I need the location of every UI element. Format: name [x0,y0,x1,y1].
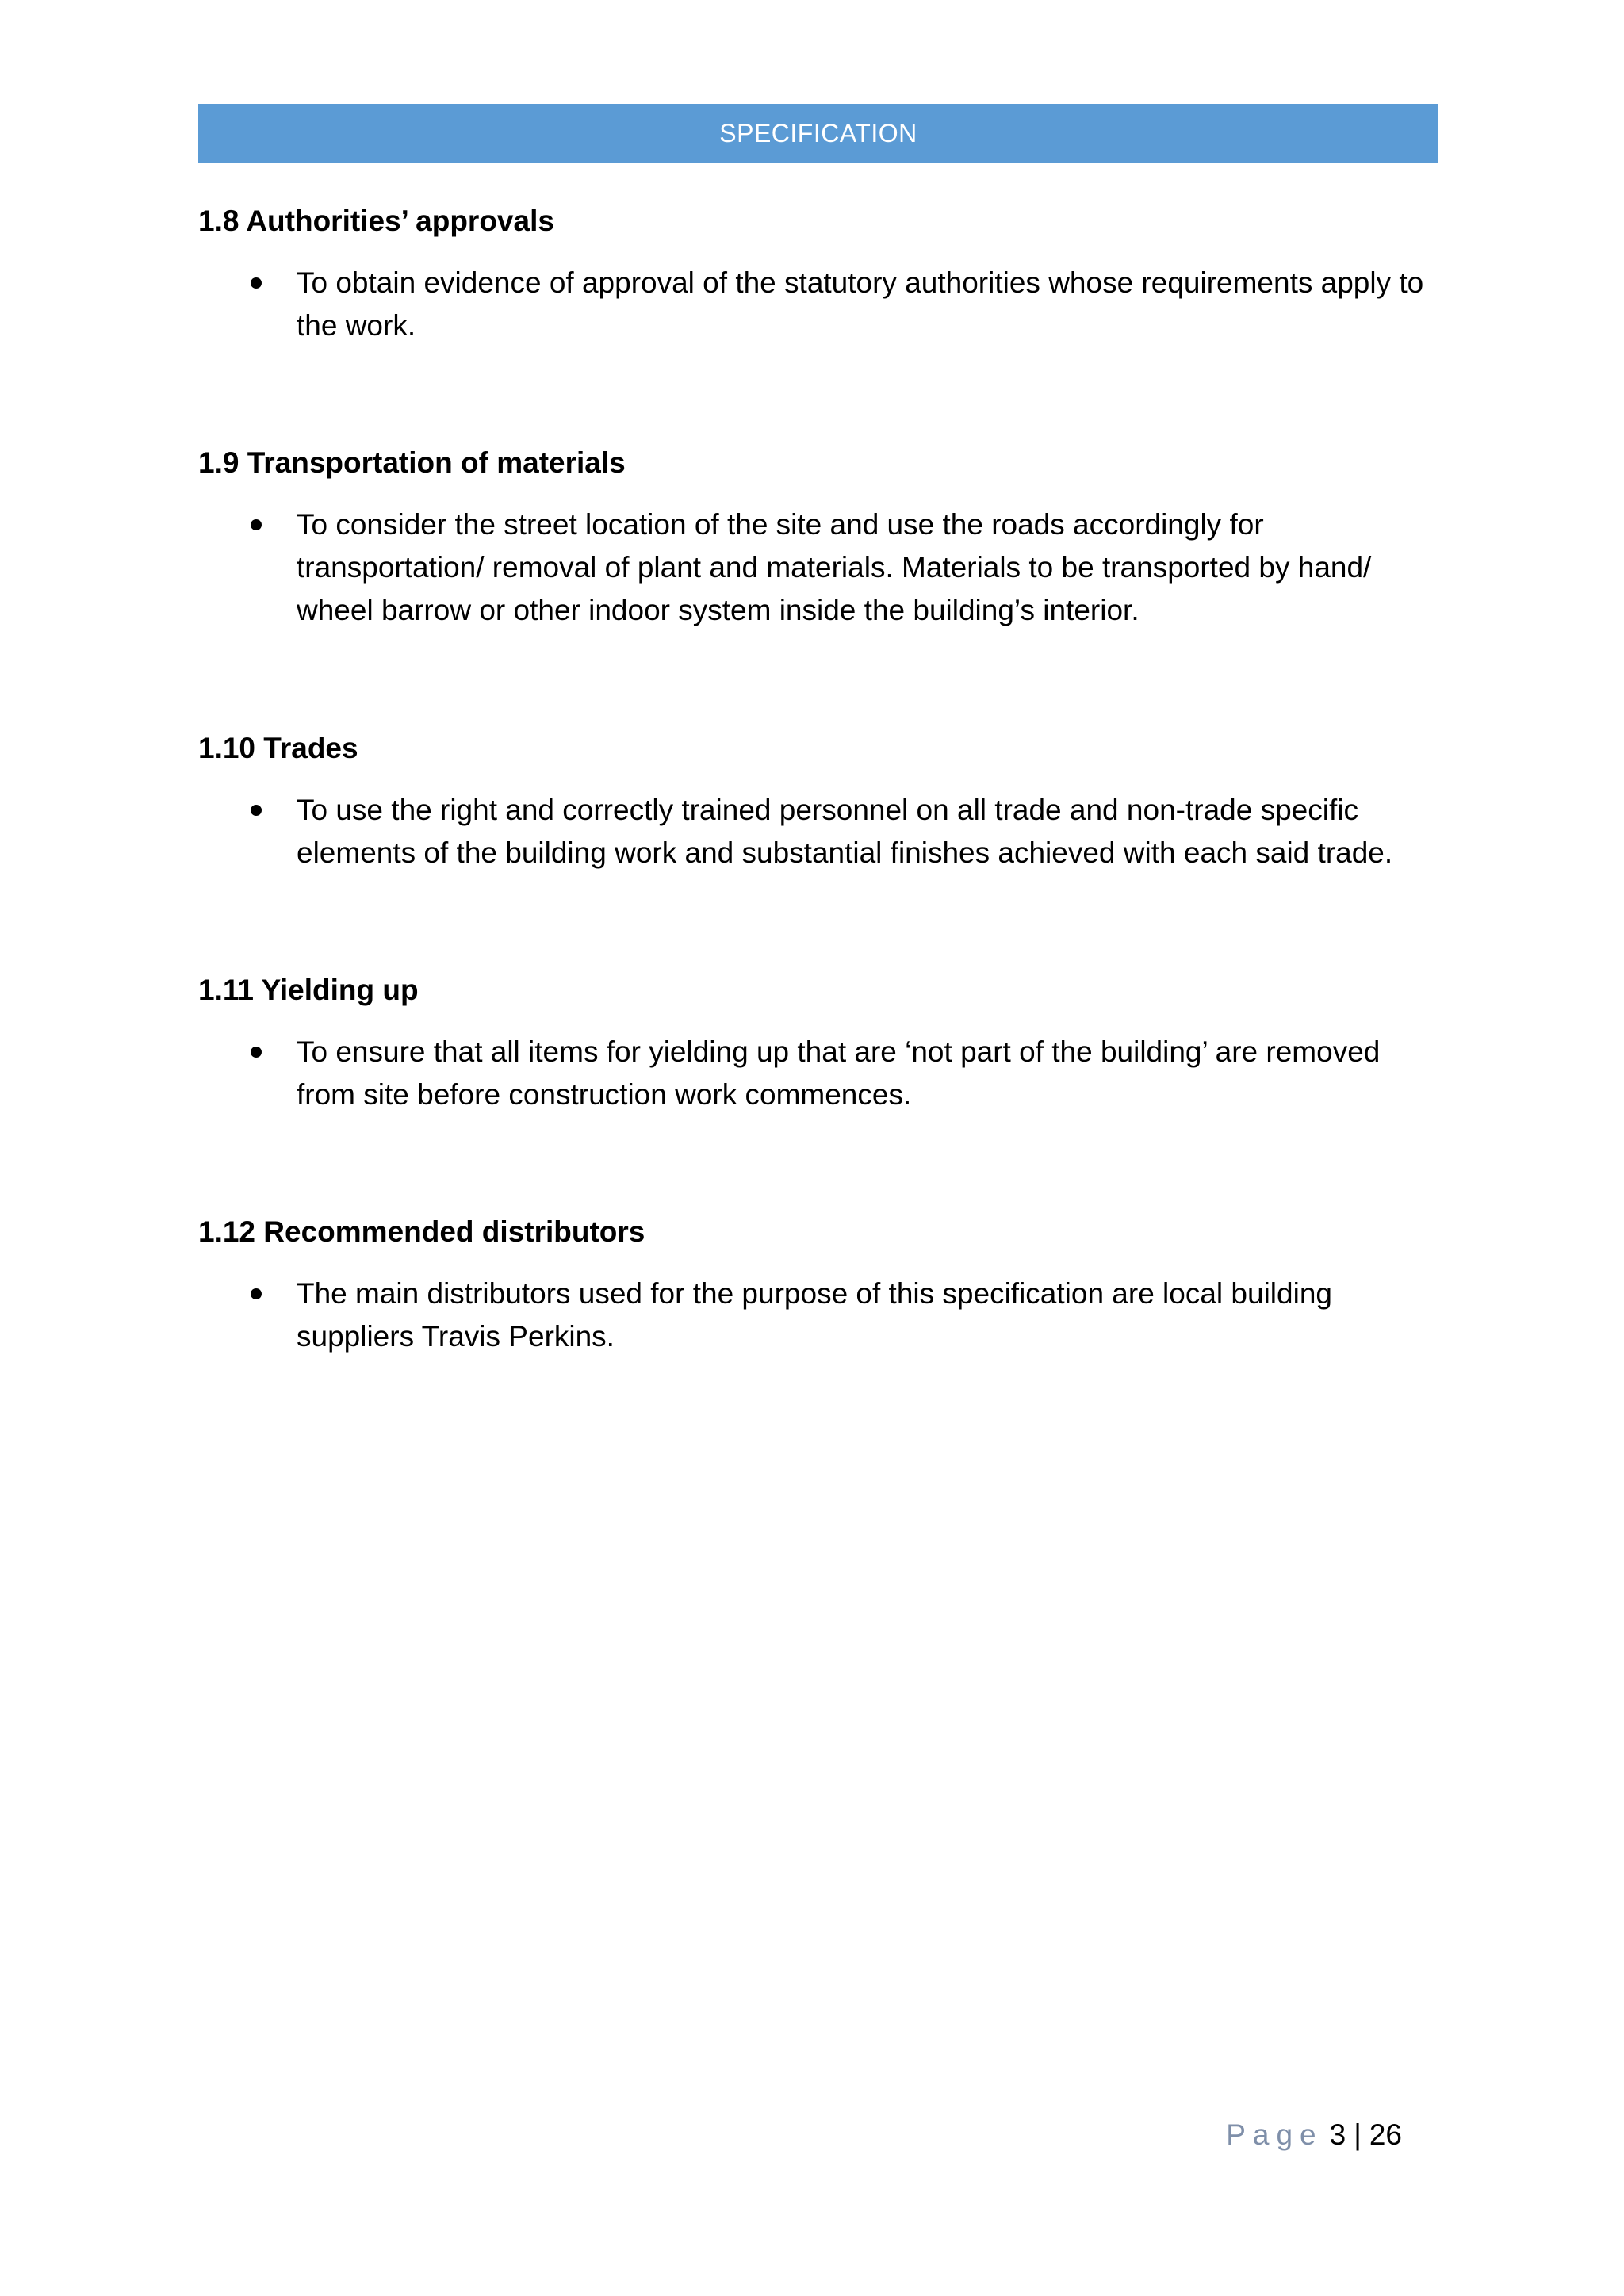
section-authorities-approvals [198,200,1438,347]
footer-page-label: Page [1226,2118,1323,2151]
bullet-list [198,789,1438,874]
bullet-list [198,262,1438,347]
bullet-text: To consider the street location of the site and use the roads accordingly for transportation/ removal of plant and materials. Materials to be transported by hand/ wheel barrow or other indoor system inside the building’s interior. [297,508,1372,626]
bullet-text: To use the right and correctly trained personnel on all trade and non-trade specific elements of the building work and substantial finishes achieved with each said trade. [297,794,1393,869]
bullet-icon [251,1288,262,1299]
bullet-icon [251,277,262,289]
bullet-icon [251,1047,262,1058]
bullet-list [198,1031,1438,1116]
section-heading: 1.11 Yielding up [198,974,419,1006]
section-trades [198,727,1438,874]
header-title: SPECIFICATION [719,118,917,147]
bullet-item [198,1272,1438,1358]
header-bar [198,104,1438,163]
bullet-text: To ensure that all items for yielding up that are ‘not part of the building’ are removed from site before construction work commences. [297,1035,1381,1111]
footer-page-number: 3 [1329,2118,1346,2151]
section-heading: 1.10 Trades [198,732,358,764]
section-recommended-distributors [198,1211,1438,1358]
section-heading: 1.8 Authorities’ approvals [198,205,554,237]
bullet-text: The main distributors used for the purpose of this specification are local building suppliers Travis Perkins. [297,1277,1332,1353]
footer-separator: | [1354,2118,1362,2151]
section-transportation-of-materials [198,442,1438,632]
bullet-text: To obtain evidence of approval of the statutory authorities whose requirements apply to the work. [297,266,1424,342]
bullet-item [198,1031,1438,1116]
bullet-item [198,789,1438,874]
bullet-icon [251,519,262,530]
bullet-icon [251,805,262,816]
footer-total-pages: 26 [1369,2118,1402,2151]
bullet-item [198,503,1438,632]
section-yielding-up [198,969,1438,1116]
bullet-item [198,262,1438,347]
section-heading: 1.9 Transportation of materials [198,446,626,479]
section-heading: 1.12 Recommended distributors [198,1215,645,1248]
bullet-list [198,1272,1438,1358]
bullet-list [198,503,1438,632]
page-footer [1226,2114,1402,2156]
